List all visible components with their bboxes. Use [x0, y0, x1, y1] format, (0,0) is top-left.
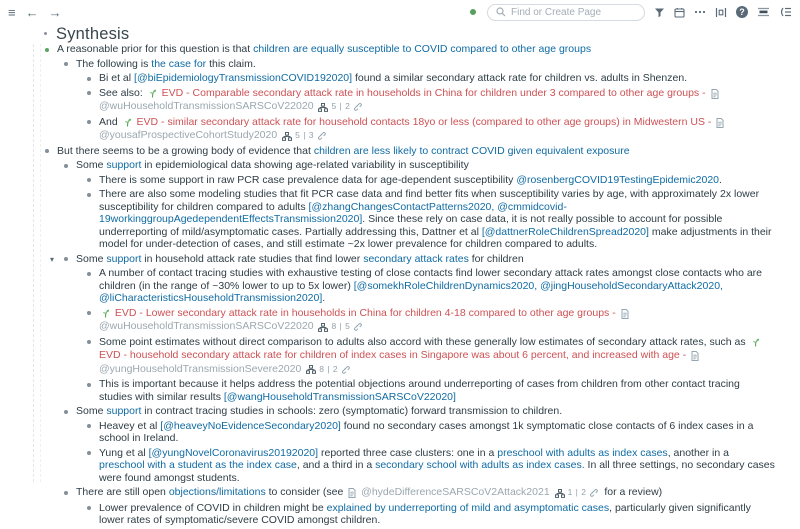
- panel-toggle-icon[interactable]: [715, 7, 727, 18]
- block-bullet[interactable]: [87, 340, 91, 344]
- block-bullet[interactable]: [45, 48, 49, 52]
- block-content[interactable]: [99, 87, 721, 113]
- page-link[interactable]: children are equally susceptible to COVID compared to other age groups: [253, 43, 591, 55]
- search-icon: [496, 7, 506, 17]
- align-lines-icon[interactable]: [757, 7, 770, 17]
- outline-block: [0, 253, 776, 266]
- text-segment: But there seems to be a growing body of evidence that: [57, 145, 314, 157]
- hierarchy-icon[interactable]: [553, 487, 567, 500]
- outline-block: [0, 447, 776, 485]
- page-link[interactable]: explained by underreporting of mild and asymptomatic cases: [327, 502, 610, 514]
- block-bullet[interactable]: [87, 193, 91, 197]
- text-segment: Lower prevalence of COVID in children might be: [99, 502, 327, 514]
- outline-block: [0, 87, 776, 114]
- block-content[interactable]: [76, 58, 256, 70]
- text-segment: Some point estimates without direct comparison to adults also accord with these generally low estimates of secondary attack rates, such as: [99, 336, 749, 348]
- citation-ref[interactable]: @wuHouseholdTransmissionSARSCoV22020: [99, 100, 316, 112]
- text-segment: The following is: [76, 58, 151, 70]
- page-link[interactable]: objections/limitations: [169, 486, 266, 498]
- citation-link[interactable]: [@somekhRoleChildrenDynamics2020, @jingHouseholdSecondaryAttack2020, @liCharacteristicsHouseholdTransmission2020]: [99, 280, 723, 305]
- block-bullet[interactable]: [64, 164, 68, 168]
- document-icon[interactable]: [709, 88, 721, 101]
- text-segment: A number of contact tracing studies with exhaustive testing of close contacts find lower secondary attack rates amongst close contacts who are children (in the range of ~30% lower to up to 5x lower): [99, 267, 762, 292]
- evidence-text: EVD - household secondary attack rate for children of index cases in Singapore was about 6 percent, and increased with age -: [99, 349, 689, 361]
- hierarchy-icon[interactable]: [304, 364, 318, 377]
- text-segment: reported three case clusters: one in a: [318, 447, 497, 459]
- text-segment: Some: [76, 405, 106, 417]
- block-content[interactable]: [76, 253, 524, 265]
- text-segment: .: [322, 292, 325, 304]
- text-segment: There is some support in raw PCR case prevalence data for age-dependent susceptibility: [99, 174, 516, 186]
- text-segment: Bi et al: [99, 72, 134, 84]
- collapse-toggle-icon[interactable]: ▾: [50, 254, 54, 267]
- outline-block: [0, 159, 776, 172]
- text-segment: found no secondary cases amongst 1k symptomatic close contacts of 6 index cases in a school in Ireland.: [99, 420, 753, 445]
- top-bar: [0, 0, 800, 24]
- page-link[interactable]: support: [106, 405, 141, 417]
- block-bullet[interactable]: [87, 424, 91, 428]
- document-icon[interactable]: [714, 117, 726, 130]
- citation-ref[interactable]: @yousafProspectiveCohortStudy2020: [99, 129, 280, 141]
- block-bullet[interactable]: [87, 91, 91, 95]
- more-options-icon[interactable]: [694, 10, 706, 14]
- text-segment: for a review): [601, 486, 662, 498]
- back-arrow-icon[interactable]: ←: [26, 6, 39, 19]
- text-segment: Some: [76, 159, 106, 171]
- outline-block: [0, 188, 776, 251]
- block-content[interactable]: [99, 336, 762, 375]
- ref-count: 5 | 2: [330, 101, 351, 111]
- text-segment: to consider (see: [266, 486, 347, 498]
- hierarchy-icon[interactable]: [316, 321, 330, 334]
- text-segment: in household attack rate studies that find lower: [141, 253, 363, 265]
- block-content[interactable]: [57, 145, 630, 157]
- seedling-icon[interactable]: [121, 117, 134, 130]
- text-segment: And: [99, 116, 121, 128]
- block-bullet[interactable]: [87, 120, 91, 124]
- calendar-icon[interactable]: [674, 7, 685, 18]
- page-link[interactable]: @rosenbergCOVID19TestingEpidemic2020: [516, 174, 719, 186]
- text-segment: .: [719, 174, 722, 186]
- citation-link[interactable]: [@zhangChangesContactPatterns2020, @cmmidcovid-19workinggroupAgedependentEffectsTransmission2020]: [99, 201, 567, 226]
- block-bullet[interactable]: [64, 257, 68, 261]
- text-segment: , another in a: [668, 447, 729, 459]
- block-content[interactable]: [99, 174, 722, 186]
- block-content[interactable]: [99, 502, 751, 527]
- text-segment: , and a third in a: [297, 459, 375, 471]
- block-bullet[interactable]: [87, 178, 91, 182]
- text-segment: in contract tracing studies in schools: zero (symptomatic) forward transmission to children.: [141, 405, 562, 417]
- block-content[interactable]: [99, 378, 740, 403]
- outline-block: [0, 307, 776, 334]
- outline-block: [0, 267, 776, 305]
- citation-link[interactable]: [@heaveyNoEvidenceSecondary2020]: [160, 420, 341, 432]
- search-placeholder: Find or Create Page: [511, 7, 601, 18]
- citation-ref[interactable]: @yungHouseholdTransmissionSevere2020: [99, 363, 304, 375]
- text-segment: , particularly given significantly lower rates of symptomatic/severe COVID amongst children.: [99, 502, 751, 527]
- hierarchy-icon[interactable]: [280, 130, 294, 143]
- block-bullet[interactable]: [87, 77, 91, 81]
- block-content[interactable]: [99, 72, 687, 84]
- block-bullet[interactable]: [87, 383, 91, 387]
- ref-count: 8 | 5: [330, 321, 351, 331]
- text-segment: A reasonable prior for this question is that: [57, 43, 253, 55]
- page-link[interactable]: secondary school with adults as index cases.: [375, 459, 585, 471]
- text-segment: . Since these rely on case data, it is not really possible to account for possible underreporting of mild/asymptomatic cases. Partially addressing this, Dattner et al: [99, 213, 722, 238]
- page-title[interactable]: Synthesis: [56, 25, 129, 44]
- outline-block: [0, 43, 776, 56]
- citation-ref[interactable]: @wuHouseholdTransmissionSARSCoV22020: [99, 320, 316, 332]
- filter-icon[interactable]: [654, 7, 665, 18]
- block-content[interactable]: [76, 486, 662, 498]
- outline-block: [0, 58, 776, 71]
- page-link[interactable]: preschool with adults as index cases: [497, 447, 667, 459]
- outline-block: [0, 72, 776, 85]
- outline-block: [0, 502, 776, 527]
- block-bullet[interactable]: [87, 311, 91, 315]
- block-content[interactable]: [99, 420, 753, 445]
- page-link[interactable]: children are less likely to contract COVID given equivalent exposure: [314, 145, 630, 157]
- document-icon[interactable]: [689, 350, 701, 363]
- link-icon[interactable]: [351, 101, 365, 114]
- block-bullet[interactable]: [64, 410, 68, 414]
- page-link[interactable]: support: [106, 159, 141, 171]
- page-link[interactable]: secondary attack rates: [363, 253, 469, 265]
- block-bullet[interactable]: [64, 491, 68, 495]
- block-content[interactable]: [76, 159, 469, 171]
- document-icon[interactable]: [619, 308, 631, 321]
- citation-ref[interactable]: @hydeDifferenceSARSCoV2Attack2021: [358, 486, 552, 498]
- block-bullet[interactable]: [87, 272, 91, 276]
- text-segment: There are still open: [76, 486, 169, 498]
- block-content[interactable]: [99, 447, 775, 484]
- outline-block: [0, 420, 776, 445]
- block-content[interactable]: [76, 405, 562, 417]
- ref-count: 1 | 2: [567, 487, 588, 497]
- citation-link[interactable]: [@biEpidemiologyTransmissionCOVID192020]: [134, 72, 352, 84]
- hamburger-menu-icon[interactable]: ≡: [8, 6, 16, 19]
- block-bullet[interactable]: [45, 149, 49, 153]
- seedling-icon[interactable]: [146, 88, 159, 101]
- citation-link[interactable]: [@dattnerRoleChildrenSpread2020]: [482, 226, 649, 238]
- text-segment: In all three settings, no secondary cases were found amongst students.: [99, 459, 775, 484]
- page-link[interactable]: support: [106, 253, 141, 265]
- indent-lines-icon[interactable]: [779, 7, 792, 17]
- hierarchy-icon[interactable]: [316, 101, 330, 114]
- text-segment: See also:: [99, 87, 146, 99]
- block-bullet[interactable]: [87, 451, 91, 455]
- text-segment: in epidemiological data showing age-related variability in susceptibility: [141, 159, 468, 171]
- outline-block: [0, 405, 776, 418]
- block-content[interactable]: [57, 43, 591, 55]
- text-segment: this claim.: [206, 58, 256, 70]
- citation-link[interactable]: [@yungNovelCoronavirus20192020]: [149, 447, 318, 459]
- block-bullet[interactable]: [64, 62, 68, 66]
- seedling-icon[interactable]: [749, 337, 762, 350]
- citation-link[interactable]: [@wangHouseholdTransmissionSARSCoV22020]: [224, 391, 456, 403]
- outline-block: [0, 116, 776, 143]
- outline-block: [0, 145, 776, 158]
- text-segment: This is important because it helps address the potential objections around underreporting of cases from children from other contact tracing studies with similar results: [99, 378, 740, 403]
- ref-count: 8 | 2: [318, 364, 339, 374]
- outline: [0, 41, 800, 529]
- block-content[interactable]: [99, 267, 762, 304]
- text-segment: Yung et al: [99, 447, 149, 459]
- search-input[interactable]: [487, 4, 645, 21]
- text-segment: for children: [469, 253, 524, 265]
- link-icon[interactable]: [351, 321, 365, 334]
- document-icon[interactable]: [346, 487, 358, 500]
- sync-status-dot: [470, 9, 476, 15]
- evidence-text: EVD - Comparable secondary attack rate in households in China for children under 3 compared to other age groups -: [159, 87, 709, 99]
- outline-block: [0, 378, 776, 403]
- block-content[interactable]: [99, 116, 726, 142]
- help-icon[interactable]: ?: [736, 6, 748, 18]
- evidence-text: EVD - similar secondary attack rate for household contacts 18yo or less (compared to other age groups) in Midwestern US -: [134, 116, 715, 128]
- link-icon[interactable]: [339, 364, 353, 377]
- block-content[interactable]: [99, 307, 631, 333]
- block-content[interactable]: [99, 188, 772, 250]
- page-link[interactable]: the case for: [151, 58, 206, 70]
- forward-arrow-icon[interactable]: →: [49, 6, 62, 19]
- link-icon[interactable]: [587, 487, 601, 500]
- page-bullet[interactable]: [44, 32, 47, 35]
- text-segment: Some: [76, 253, 106, 265]
- block-bullet[interactable]: [87, 506, 91, 510]
- text-segment: found a similar secondary attack rate for children vs. adults in Shenzen.: [352, 72, 687, 84]
- page-link[interactable]: preschool with a student as the index case: [99, 459, 297, 471]
- evidence-text: EVD - Lower secondary attack rate in households in China for children 4-18 compared to other age groups -: [112, 307, 619, 319]
- text-segment: There are also some modeling studies that fit PCR case data and find better fits when susceptibility varies by age, with approximately 2x lower susceptibility for children compared to adults: [99, 188, 759, 213]
- outline-block: [0, 174, 776, 187]
- seedling-icon[interactable]: [99, 308, 112, 321]
- outline-block: [0, 486, 776, 500]
- ref-count: 5 | 3: [294, 130, 315, 140]
- text-segment: make adjustments in their model for under-detection of cases, and still estimate ~2x lower prevalence for children compared to adults.: [99, 226, 772, 251]
- outline-block: [0, 336, 776, 377]
- text-segment: Heavey et al: [99, 420, 160, 432]
- link-icon[interactable]: [315, 130, 329, 143]
